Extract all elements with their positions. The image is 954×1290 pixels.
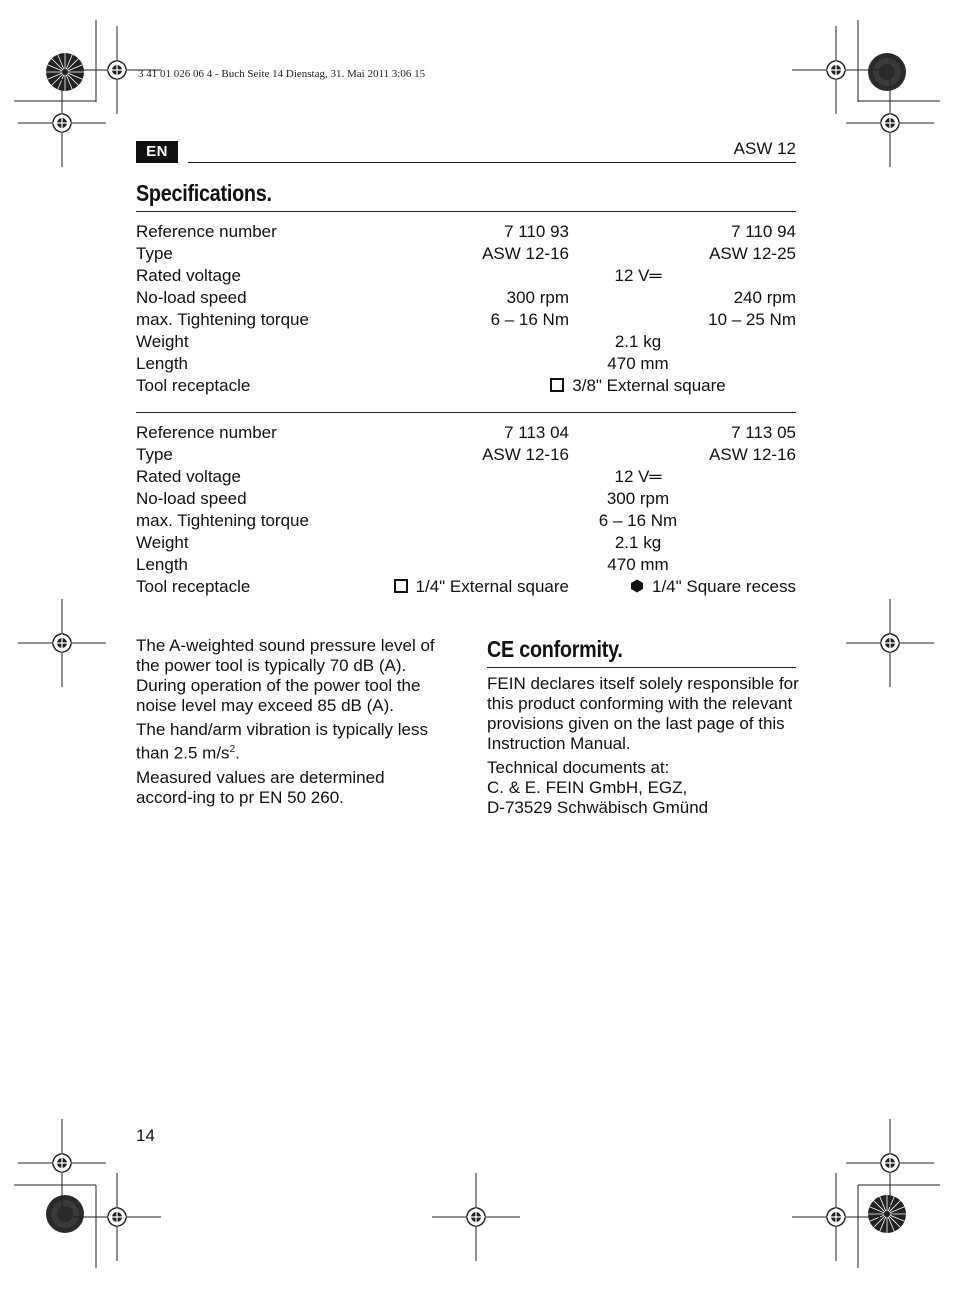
row-label: Length xyxy=(136,354,188,373)
measurement-paragraph: Measured values are determined accord-ing to pr EN 50 260. xyxy=(136,767,385,807)
table-row xyxy=(136,353,796,375)
table-row xyxy=(136,576,796,598)
table-row xyxy=(136,510,796,532)
table-row xyxy=(136,422,796,444)
row-label: No-load speed xyxy=(136,288,247,307)
ce-conformity-section xyxy=(487,674,799,822)
value-shared: 2.1 kg xyxy=(614,332,662,351)
value-shared: 6 – 16 Nm xyxy=(598,511,678,530)
table-row xyxy=(136,444,796,466)
row-label: Rated voltage xyxy=(136,266,241,285)
value-shared: 470 mm xyxy=(607,555,669,574)
table-row xyxy=(136,243,796,265)
sound-pressure-paragraph: The A-weighted sound pressure level of the power tool is typically 70 dB (A). During operation of the power tool the noise level may exceed 85 dB (A). xyxy=(136,636,435,715)
table-row xyxy=(136,532,796,554)
value-shared: 2.1 kg xyxy=(614,533,662,552)
tool-receptacle-value: 1/4" External square xyxy=(415,577,569,596)
page-number: 14 xyxy=(136,1126,155,1145)
tool-receptacle-value: 3/8" External square xyxy=(572,376,726,395)
value-shared: 12 V═ xyxy=(614,467,662,486)
spec-table-2 xyxy=(136,422,796,598)
tool-receptacle-value: 1/4" Square recess xyxy=(651,577,796,596)
value-col2: 240 rpm xyxy=(733,288,796,307)
vibration-paragraph: The hand/arm vibration is typically less than 2.5 $m/s^2$. xyxy=(136,720,428,763)
value-shared: 300 rpm xyxy=(606,489,670,508)
value-col2: ASW 12-25 xyxy=(709,244,796,263)
value-col1: 7 110 93 xyxy=(504,222,569,241)
square-drive-icon xyxy=(550,378,564,392)
row-label: Type xyxy=(136,445,173,464)
row-label: max. Tightening torque xyxy=(136,511,309,530)
value-col1: 7 113 04 xyxy=(504,423,569,442)
table-row xyxy=(136,466,796,488)
table-row xyxy=(136,375,796,397)
row-label: Weight xyxy=(136,332,189,351)
table-divider xyxy=(136,412,796,413)
specifications-title: Specifications. xyxy=(136,180,272,206)
row-label: Tool receptacle xyxy=(136,376,251,395)
square-drive-icon xyxy=(394,579,408,593)
ce-conformity-title: CE conformity. xyxy=(487,636,623,662)
model-name: ASW 12 xyxy=(733,139,796,158)
print-slug: 3 41 01 026 06 4 - Buch Seite 14 Dienstag, 31. Mai 2011 3:06 15 xyxy=(138,68,426,80)
value-col1: ASW 12-16 xyxy=(482,244,569,263)
row-label: No-load speed xyxy=(136,489,247,508)
value-col1 xyxy=(394,576,569,598)
value-col2: ASW 12-16 xyxy=(709,445,796,464)
specifications-rule xyxy=(136,211,796,212)
value-col2: 7 113 05 xyxy=(731,423,796,442)
table-row xyxy=(136,221,796,243)
header-rule xyxy=(188,162,796,163)
row-label: Reference number xyxy=(136,423,277,442)
table-row xyxy=(136,488,796,510)
value-shared xyxy=(438,375,838,397)
table-row xyxy=(136,309,796,331)
value-shared: 12 V═ xyxy=(614,266,662,285)
value-col1: 6 – 16 Nm xyxy=(490,310,569,329)
row-label: Rated voltage xyxy=(136,467,241,486)
value-col2: 7 110 94 xyxy=(731,222,796,241)
row-label: Weight xyxy=(136,533,189,552)
value-col1: 300 rpm xyxy=(506,288,569,307)
value-shared: 470 mm xyxy=(607,354,669,373)
ce-rule xyxy=(487,667,796,668)
language-badge: EN xyxy=(136,141,178,163)
noise-vibration-section xyxy=(136,636,441,812)
row-label: Length xyxy=(136,555,188,574)
value-col2 xyxy=(630,576,796,598)
table-row xyxy=(136,265,796,287)
table-row xyxy=(136,554,796,576)
row-label: Reference number xyxy=(136,222,277,241)
technical-documents-paragraph: Technical documents at: C. & E. FEIN GmbH, EGZ, D-73529 Schwäbisch Gmünd xyxy=(487,758,709,817)
row-label: Type xyxy=(136,244,173,263)
row-label: max. Tightening torque xyxy=(136,310,309,329)
table-row xyxy=(136,331,796,353)
spec-table-1 xyxy=(136,221,796,397)
table-row xyxy=(136,287,796,309)
hexagon-recess-icon xyxy=(630,579,644,593)
ce-declaration-paragraph: FEIN declares itself solely responsible for this product conforming with the relevant provisions given on the last page of this Instruction Manual. xyxy=(487,674,799,753)
value-col1: ASW 12-16 xyxy=(482,445,569,464)
row-label: Tool receptacle xyxy=(136,577,251,596)
value-col2: 10 – 25 Nm xyxy=(708,310,796,329)
